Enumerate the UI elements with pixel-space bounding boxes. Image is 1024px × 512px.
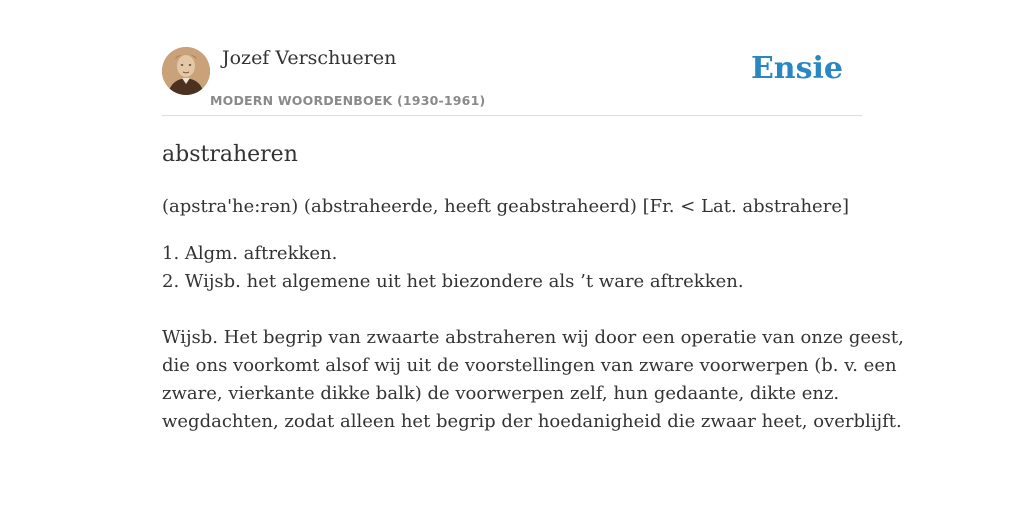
ensie-logo[interactable]: Ensie bbox=[750, 51, 843, 86]
source-label[interactable]: MODERN WOORDENBOEK (1930-1961) bbox=[210, 93, 486, 108]
definition-list bbox=[162, 240, 744, 296]
example-text bbox=[162, 324, 904, 436]
author-portrait-icon bbox=[162, 47, 210, 95]
example-line: zware, vierkante dikke balk) de voorwerpen zelf, hun gedaante, dikte enz. bbox=[162, 383, 840, 404]
example-line: Wijsb. Het begrip van zwaarte abstraheren wij door een operatie van onze geest, bbox=[162, 327, 904, 348]
example-line: die ons voorkomt alsof wij uit de voorstellingen van zware voorwerpen (b. v. een bbox=[162, 355, 897, 376]
definition-item: 1. Algm. aftrekken. bbox=[162, 243, 338, 264]
entry-card bbox=[162, 0, 904, 432]
entry-header bbox=[162, 0, 862, 116]
avatar[interactable] bbox=[162, 47, 210, 95]
definition-item: 2. Wijsb. het algemene uit het biezondere als ’t ware aftrekken. bbox=[162, 271, 744, 292]
author-name[interactable]: Jozef Verschueren bbox=[222, 47, 397, 69]
pronunciation: (apstra'he:rən) (abstraheerde, heeft geabstraheerd) [Fr. < Lat. abstrahere] bbox=[162, 196, 849, 217]
headword: abstraheren bbox=[162, 142, 298, 167]
example-line: wegdachten, zodat alleen het begrip der hoedanigheid die zwaar heet, overblijft. bbox=[162, 411, 902, 432]
